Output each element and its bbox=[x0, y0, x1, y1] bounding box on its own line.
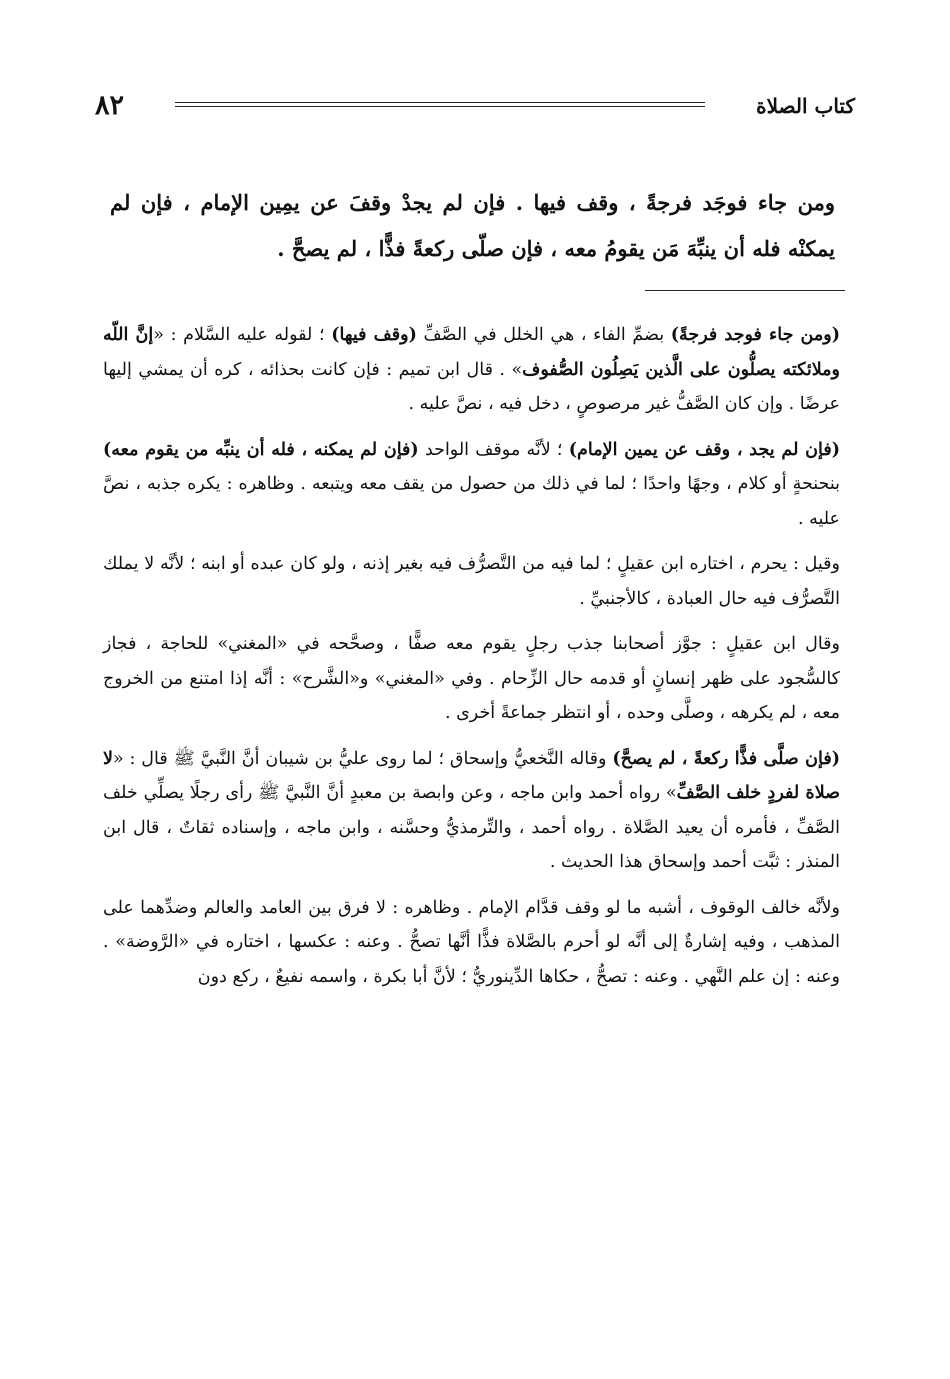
page-number: ٨٢ bbox=[95, 90, 125, 121]
commentary-paragraph bbox=[103, 433, 840, 537]
commentary-paragraph bbox=[103, 742, 840, 880]
commentary-paragraph bbox=[103, 318, 840, 422]
text-segment: بنحنحةٍ أو كلام ، وجهًا واحدًا ؛ لما في ذلك من حصول من يقف معه ويتبعه . وظاهره : يكره جذبه ، نصَّ عليه . bbox=[103, 474, 840, 529]
matn-text bbox=[110, 180, 835, 272]
running-header bbox=[95, 86, 855, 126]
text-segment: بضمِّ الفاء ، هي الخلل في الصَّفِّ bbox=[416, 325, 671, 345]
bold-text-segment: إنَّ اللّه وملائكته يصلُّون على الَّذين يَصِلُون الصُّفوف bbox=[103, 325, 840, 380]
commentary-paragraph bbox=[103, 547, 840, 616]
bold-text-segment: (فإن صلَّى فذًّا ركعةً ، لم يصحَّ) bbox=[612, 748, 840, 769]
commentary-paragraph bbox=[103, 891, 840, 995]
header-rule bbox=[175, 102, 705, 107]
text-segment: ؛ لأنَّه موقف الواحد bbox=[418, 439, 569, 460]
commentary bbox=[103, 318, 840, 1005]
bold-text-segment: (فإن لم يجد ، وقف عن يمين الإمام) bbox=[568, 439, 841, 460]
matn-segment: ومن جاء فوجَد فرجةً ، وقف فيها . فإن لم يجدْ وقفَ عن يمِين الإمام ، فإن لم يمكنْه فله أن ينبِّهَ مَن يقومُ معه ، فإن صلّى ركعةً فذًّا ، لم يصحَّ . bbox=[110, 190, 835, 261]
text-segment: » رواه أحمد وابن ماجه ، وعن وابصة بن معبدٍ أنَّ النَّبيَّ ﷺ رأى رجلًا يصلِّي خلف الصَّفِّ ، فأمره أن يعيد الصَّلاة . رواه أحمد ، والتِّرمذيُّ وحسَّنه ، وابن ماجه ، وإسناده ثقاتٌ ، قال ابن المنذر : ثبَّت أحمد وإسحاق هذا الحديث . bbox=[103, 783, 840, 872]
text-segment: وقال ابن عقيلٍ : جوَّز أصحابنا جذب رجلٍ يقوم معه صفًّا ، وصحَّحه في «المغني» للحاجة ، فجاز كالسُّجود على ظهر إنسانٍ أو قدمه حال الزِّحام . وفي «المغني» و«الشَّرح» : أنَّه إذا امتنع من الخروج معه ، لم يكرهه ، وصلَّى وحده ، أو انتظر جماعةً أخرى . bbox=[103, 634, 840, 723]
text-segment: ولأنَّه خالف الوقوف ، أشبه ما لو وقف قدَّام الإمام . وظاهره : لا فرق بين العامد والعالم وضدِّهما على المذهب ، وفيه إشارةٌ إلى أنَّه لو أحرم بالصَّلاة فذًّا أنَّها تصحُّ . وعنه : عكسها ، اختاره في «الرَّوضة» . وعنه : إن علم النَّهي . وعنه : تصحُّ ، حكاها الدِّينوريُّ ؛ لأنَّ أبا بكرة ، واسمه نفيعٌ ، ركع دون bbox=[103, 897, 840, 987]
text-segment: ؛ لقوله عليه السَّلام : « bbox=[153, 325, 332, 345]
bold-text-segment: (وقف فيها) bbox=[331, 325, 417, 345]
footnote-separator bbox=[645, 290, 845, 291]
text-segment: وقيل : يحرم ، اختاره ابن عقيلٍ ؛ لما فيه من التَّصرُّف فيه بغير إذنه ، ولو كان عبده أو ابنه ؛ لأنَّه لا يملك التَّصرُّف فيه حال العبادة ، كالأجنبيِّ . bbox=[103, 554, 840, 609]
bold-text-segment: (فإن لم يمكنه ، فله أن ينبِّه من يقوم معه) bbox=[103, 439, 419, 460]
book-title: كتاب الصلاة bbox=[756, 94, 855, 118]
bold-text-segment: (ومن جاء فوجد فرجةً) bbox=[670, 325, 840, 345]
text-segment: وقاله النَّخعيُّ وإسحاق ؛ لما روى عليُّ بن شيبان أنَّ النَّبيَّ ﷺ قال : « bbox=[112, 748, 613, 769]
text-segment: » . قال ابن تميم : فإن كانت بحذائه ، كره أن يمشي إليها عرضًا . وإن كان الصَّفُّ غير مرصوصٍ ، دخل فيه ، نصَّ عليه . bbox=[103, 359, 840, 414]
commentary-paragraph bbox=[103, 627, 840, 731]
bold-text-segment: لا صلاة لفردٍ خلف الصَّفِّ bbox=[103, 748, 841, 803]
